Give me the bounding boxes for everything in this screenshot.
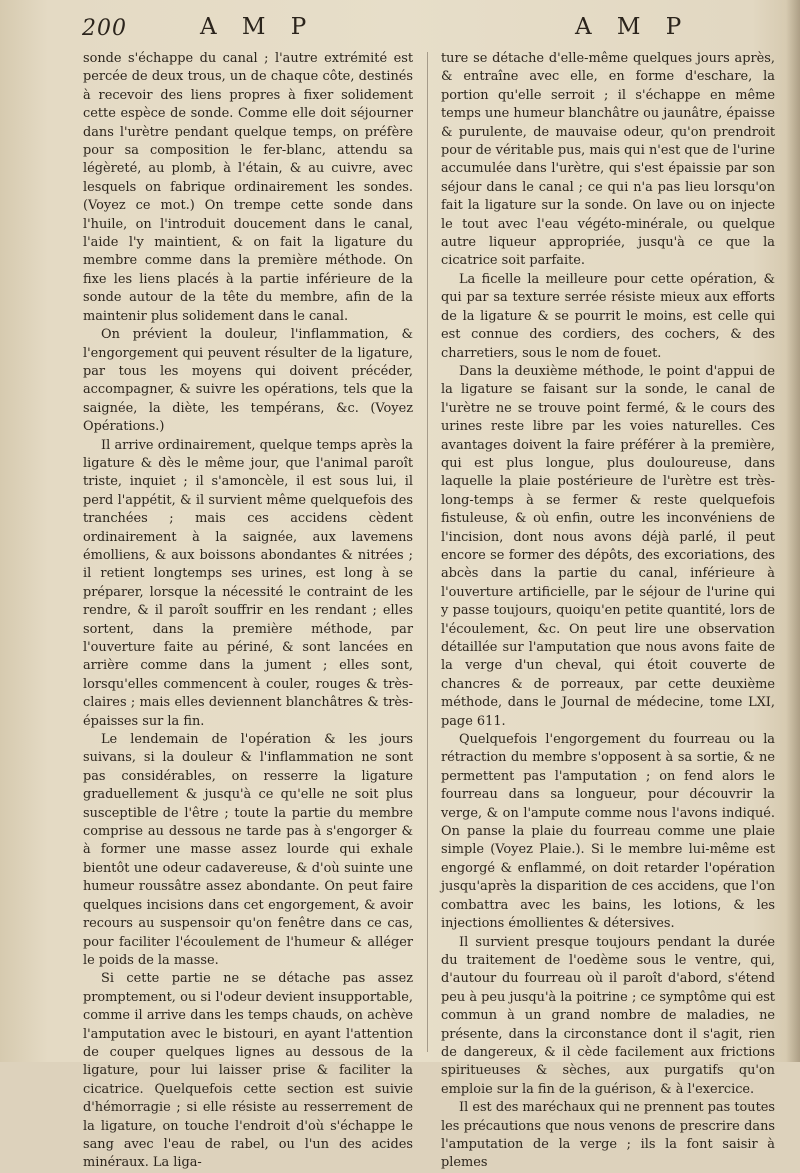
left-column <box>83 50 413 1173</box>
paragraph: Si cette partie ne se détache pas assez promptement, ou si l'odeur devient insupportable, comme il arrive dans les temps chauds, on achève l'amputation avec le bistouri, en ayant l'attention de couper quelques lignes au dessous de la ligature, pour lui laisser prise & faciliter la cicatrice. Quelquefois cette section est suivie d'hémorragie ; si elle résiste au resserrement de la ligature, on touche l'endroit d'où s'échappe le sang avec l'eau de rabel, ou l'un des acides minéraux. La liga- <box>83 971 413 1171</box>
page-header <box>0 14 800 48</box>
paragraph: ture se détache d'elle-même quelques jours après, & entraîne avec elle, en forme d'eschare, la portion qu'elle serroit ; il s'échappe en même temps une humeur blanchâtre ou jaunâtre, épaisse & purulente, de mauvaise odeur, qu'on prendroit pour de véritable pus, mais qui n'est que de l'urine accumulée dans l'urètre, qui s'est épaissie par son séjour dans le canal ; ce qui n'a pas lieu lorsqu'on fait la ligature sur la sonde. On lave ou on injecte le tout avec l'eau végéto-minérale, ou quelque autre liqueur appropriée, jusqu'à ce que la cicatrice soit parfaite. <box>441 51 775 269</box>
paragraph: Il est des maréchaux qui ne prennent pas toutes les précautions que nous venons de prescrire dans l'amputation de la verge ; ils la font saisir à plemes <box>441 1100 775 1171</box>
paragraph: sonde s'échappe du canal ; l'autre extrémité est percée de deux trous, un de chaque côte, destinés à recevoir des liens propres à fixer solidement cette espèce de sonde. Comme elle doit séjourner dans l'urètre pendant quelque temps, on préfère pour sa composition le fer-blanc, attendu sa légèreté, au plomb, à l'étain, & au cuivre, avec lesquels on fabrique ordinairement les sondes. (Voyez ce mot.) On trempe cette sonde dans l'huile, on l'introduit doucement dans le canal, l'aide l'y maintient, & on fait la ligature du membre comme dans la première méthode. On fixe les liens placés à la partie inférieure de la sonde autour de la tête du membre, afin de la maintenir plus solidement dans le canal. <box>83 51 413 324</box>
paragraph: Le lendemain de l'opération & les jours suivans, si la douleur & l'inflammation ne sont pas considérables, on resserre la ligature graduellement & jusqu'à ce qu'elle ne soit plus susceptible de l'être ; toute la partie du membre comprise au dessous ne tarde pas à s'engorger & à former une masse assez lourde qui exhale bientôt une odeur cadavereuse, & d'où suinte une humeur roussâtre assez abondante. On peut faire quelques incisions dans cet engorgement, & avoir recours au suspensoir qu'on fenêtre dans ce cas, pour faciliter l'écoulement de l'humeur & alléger le poids de la masse. <box>83 732 413 968</box>
paragraph: Dans la deuxième méthode, le point d'appui de la ligature se faisant sur la sonde, le canal de l'urètre ne se trouve point fermé, & le cours des urines reste libre par les voies naturelles. Ces avantages doivent la faire préférer à la première, qui est plus longue, plus douloureuse, dans laquelle la plaie postérieure de l'urètre est très-long-temps à se fermer & reste quelquefois fistuleuse, & où enfin, outre les inconvéniens de l'incision, dont nous avons déjà parlé, il peut encore se former des dépôts, des excoriations, des abcès dans la partie du canal, inférieure à l'ouverture artificielle, par le séjour de l'urine qui y passe toujours, quoiqu'en petite quantité, lors de l'écoulement, &c. On peut lire une observation détaillée sur l'amputation que nous avons faite de la verge d'un cheval, qui étoit couverte de chancres & de porreaux, par cette deuxième méthode, dans le Journal de médecine, tome LXI, page 611. <box>441 363 775 729</box>
running-head-right: A M P <box>575 14 691 40</box>
page-number: 200 <box>82 16 127 41</box>
column-divider <box>427 52 428 1052</box>
running-head-left: A M P <box>200 14 316 40</box>
paragraph: Il arrive ordinairement, quelque temps après la ligature & dès le même jour, que l'animal paroît triste, inquiet ; il s'amoncèle, il est sous lui, il perd l'appétit, & il survient même quelquefois des tranchées ; mais ces accidens cèdent ordinairement à la saignée, aux lavemens émolliens, & aux boissons abondantes & nitrées ; il retient longtemps ses urines, est long à se préparer, lorsque la nécessité le contraint de les rendre, & il paroît souffrir en les rendant ; elles sortent, dans la première méthode, par l'ouverture faite au périné, & sont lancées en arrière comme dans la jument ; elles sont, lorsqu'elles commencent à couler, rouges & très-claires ; mais elles deviennent blanchâtres & très-épaisses sur la fin. <box>83 437 413 729</box>
paragraph: Il survient presque toujours pendant la durée du traitement de l'oedème sous le ventre, qui, d'autour du fourreau où il paroît d'abord, s'étend peu à peu jusqu'à la poitrine ; ce symptôme qui est commun à un grand nombre de maladies, ne présente, dans la circonstance dont il s'agit, rien de dangereux, & il cède facilement aux frictions spiritueuses & sèches, aux purgatifs qu'on emploie sur la fin de la guérison, & à l'exercice. <box>441 934 775 1097</box>
paragraph: Quelquefois l'engorgement du fourreau ou la rétraction du membre s'opposent à sa sortie, & ne permettent pas l'amputation ; on fend alors le fourreau dans sa longueur, pour découvrir la verge, & on l'ampute comme nous l'avons indiqué. On panse la plaie du fourreau comme une plaie simple (Voyez Plaie.). Si le membre lui-même est engorgé & enflammé, on doit retarder l'opération jusqu'après la disparition de ces accidens, que l'on combattra avec les bains, les lotions, & les injections émollientes & détersives. <box>441 732 775 932</box>
right-column <box>441 50 775 1173</box>
paragraph: La ficelle la meilleure pour cette opération, & qui par sa texture serrée résiste mieux aux efforts de la ligature & se pourrit le moins, est celle qui est connue des cordiers, des cochers, & des charretiers, sous le nom de fouet. <box>441 271 775 361</box>
paragraph: On prévient la douleur, l'inflammation, & l'engorgement qui peuvent résulter de la ligature, par tous les moyens qui doivent précéder, accompagner, & suivre les opérations, tels que la saignée, la diète, les tempérans, &c. (Voyez Opérations.) <box>83 327 413 435</box>
page-edge-shadow <box>786 0 800 1062</box>
